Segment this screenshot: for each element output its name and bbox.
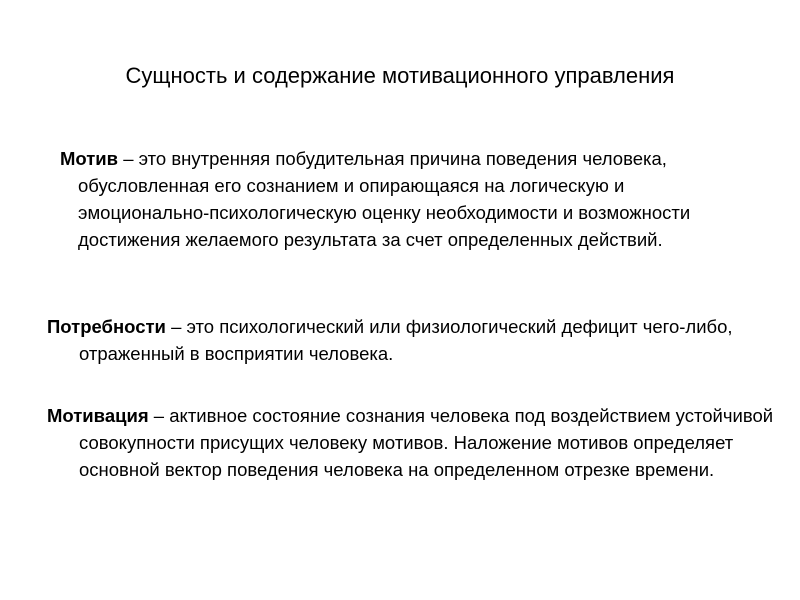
definition-motive <box>60 145 758 253</box>
definition-term: Потребности <box>47 316 166 337</box>
definition-text: – это внутренняя побудительная причина поведения человека, обусловленная его сознанием и опирающаяся на логическую и эмоционально-психологическую оценку необходимости и возможности достижения желаемого результата за счет определенных действий. <box>78 148 691 250</box>
definition-term: Мотивация <box>47 405 149 426</box>
definition-text: – активное состояние сознания человека под воздействием устойчивой совокупности присущих человеку мотивов. Наложение мотивов определяет основной вектор поведения человека на определенном отрезке времени. <box>79 405 774 480</box>
definition-text: – это психологический или физиологический дефицит чего-либо, отраженный в восприятии человека. <box>79 316 733 364</box>
definition-needs <box>47 313 779 367</box>
slide-title: Сущность и содержание мотивационного управления <box>125 63 675 88</box>
definition-term: Мотив <box>60 148 119 169</box>
definition-motivation <box>47 402 779 483</box>
